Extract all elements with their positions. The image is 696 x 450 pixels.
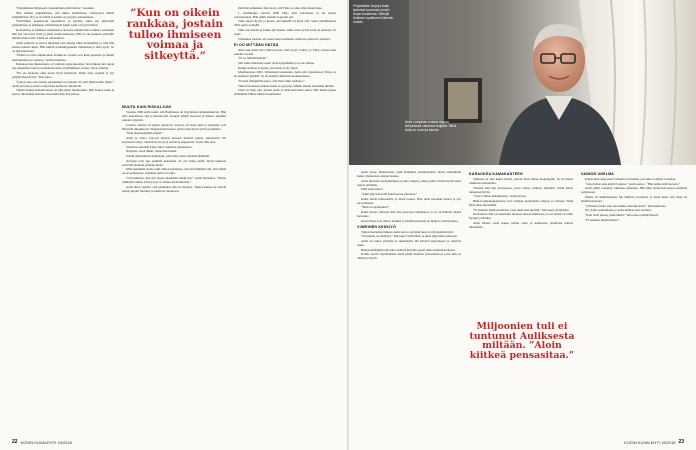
paragraph: Aina kun Aulis kävi Timon luona, hän kysyi vointia, ja Timo vastasi aina samalla tavalla.	[234, 47, 336, 56]
paragraph: Ystävälliset keskustelut tasoittuivat ja pilattua aikaa nyt käytetään pandemiasta ja päämajan edistymisestä Sekin Aulis on tyytyväinen.	[12, 19, 114, 28]
portrait-photo	[349, 0, 696, 165]
paragraph: “Kun vielä jaksaa, pitää lähteä,” hän sanoo päättäväisesti.	[585, 212, 659, 217]
paragraph: Aulis haluaa vielä kokea paljon uutta ja matkustaa tyttärensä kanssa ulkomaille.	[469, 221, 573, 230]
paragraph: “Aulis käy kävelyllä kaksi kertaa päivässä.”	[361, 192, 418, 197]
paragraph: “Mitä on tapahtunut?”	[361, 205, 390, 210]
page-number-right: 23	[678, 439, 684, 445]
paragraph: “Anja halusi aina käydä Lapissa,” Aulis kertoo. “Hän puhui siitä monesti.”	[585, 181, 681, 186]
paragraph: Timon kuoleman jälkeen Aulis kertoi, että hän tunsi syvää yksinäisyyttä.	[361, 229, 454, 234]
paragraph: “Ei oo mittään hättää.”	[238, 56, 268, 61]
paragraph: “Ei kannata miettiä liikaa.”	[585, 217, 620, 222]
paragraph: Niin kaikun ympärillinen, että näkee maailmassa voimavarat tämän kehittämässä. Nyt ei ole hätää ja kaikki on pysynyt aikataulussa.	[12, 10, 114, 19]
paragraph: 1. helmikuuta vuonna 2000 Timo kävi sairaalassa ja sai tiedon sairaudestaan. Hän päätti taistella loppuun asti.	[234, 10, 336, 19]
portrait-photo-illustration	[349, 0, 696, 165]
paragraph: Kolme vuotta myöhemmin Aulis päätti muuttaa palvelutaloon, jossa hän on viihtynyt hyvin.	[357, 252, 461, 261]
subhead-left-2: MUUTA KUIN RISKALJUNI	[122, 105, 172, 109]
paragraph: Kaksi tuntia kuntosalilla ja sitten lounas. Hän pitää itsestään huolta ja syö terveellisesti.	[357, 196, 461, 205]
paragraph: “Ihan maalaisjärjellä pärjää.”	[126, 131, 164, 136]
right-column-1	[357, 170, 461, 428]
paragraph: Yleensä hän käy karaokessa, jossa laulaa vanhoja iskelmiä. Siellä hänet tunnetaan hyvin.	[469, 185, 573, 194]
paragraph: Hänen lempikappaleensa ovat vanhoja suomalaisia tangoja ja valsseja. Niitä hän laulaa mielellään.	[469, 199, 573, 208]
paragraph: “En ole koskaan ollut kovin hyvä keittiössä, mutta olen oppinut ja nyt pärjään ihan hyvin,” hän sanoo.	[12, 70, 114, 79]
paragraph: Mitä enemmän Aulis pohti Timon kuolemaa, sitä selvemmäksi tuli, että elämä on arvaamatonta. Jokainen päivä on lahja.	[122, 167, 226, 176]
paragraph: Aulis sanoo muistavansa vielä elämänsä yksityiskohtia, myös tärkeimmät hetket yhteiselosta Anjan kanssa.	[357, 170, 461, 179]
paragraph: Vuonna 1996 Aulis kuuli, että Haalmassa oli myynnissä rintamamiestalo. Hän kävi katsomassa sitä ja ihastui heti. Kaupat tehtiin nopeasti ja muutto tapahtui samana syksynä.	[122, 110, 226, 123]
paragraph: “Ensimmäiset hiljaisesti. Kokoiminen pitää tahtoa.” Asaanko.	[16, 6, 95, 10]
paragraph: mitä hän kehuskeli, hän totesi, että Timo on aina ollut sitkeä mies.	[238, 6, 323, 10]
paragraph: “Pastori ilmapiirillä sanoi, että Timo lähti rauhassa.”	[238, 79, 305, 84]
paragraph: Aulis mielestä sopeutuminen on aina vaikeaa, mutta pitää yrittää löytää uusia asioita elämään.	[357, 178, 461, 187]
paragraph: Totuin muuttamaan mukanani, sanoi hän, mene takaisin lääkäriin.	[126, 154, 210, 159]
paragraph: Matka oli ikimuistoinen. He näkivät revontulet ja Aulis tunsi, että Anja oli heidän kanssaan.	[581, 195, 687, 204]
paragraph: Timo sai mennä ja kaikki jäi kesken. Aulis tunsi syvää surua ja menetys oli suuri.	[234, 28, 336, 37]
paragraph: Uusissa oloissa oli paljon opittavaa. Talossa oli suuri piha ja puutarha, jota hän hoiti innokkaasti. Naapureiden kanssa syntyi pian hyviä ystävyyssuhteita.	[122, 122, 226, 131]
pull-quote-right: Miljoonien tuli ei tuntunut Auliksesta miltään. ”Aloin kiitkeä pensasitaa.”	[469, 321, 575, 361]
left-column-2	[122, 103, 226, 425]
page-number-left: 22	[12, 439, 18, 445]
paragraph: Aulis päätti toteuttaa vaimonsa unelman. Hän lähti tyttärensä kanssa matkalle pohjoiseen.	[581, 186, 687, 195]
left-column-1	[12, 6, 114, 426]
paragraph: Timo jaksoi hyvin ja kertoi, että hänellä oli hyvä olla. Vasta tammikuussa 2001 kunto romahti.	[234, 19, 336, 28]
paragraph: “Sanon aina että toisten tapaaminen on tärkeää. Ei pidä jäädä kotiin yksin,” Aulis korostaa ja kertoo käyvänsä kerhossa viikoittain.	[12, 79, 114, 88]
paragraph: “Ei kannata jäädä suremaan, vaan pitää elää täysillä,” hän sanoo hymyillen.	[473, 207, 570, 212]
paragraph: Avoinna työn apu pelkkiin kokonaan. Se oli vaikea hetki, mutta kaikesta selvittiin yhdessä perheen tuella.	[122, 158, 226, 167]
paragraph: “Saan voimaa laulamisesta,” Aulis kertoo.	[473, 194, 527, 199]
paragraph: Kaksi kertaa viikossa hän käy kuorossa laulamassa ja se on hänelle tärkeä harrastus.	[357, 209, 461, 219]
paragraph: Hänen elämäänsä tuli uutta sisältöä kun hän tapasi uusia ihmisiä kerhossa.	[361, 247, 456, 252]
paragraph: “Oli hankalaa, kun piti oppia tekemään kaikki itse,” Aulis muistelee. “Mutta vähitellen siihen tottui ja nyt se tuntuu luonnolliselta.”	[122, 176, 226, 185]
subhead-right-2: KARAOKEA KAMAKANTEEN	[469, 172, 523, 176]
folio-left	[12, 439, 72, 445]
paragraph: Aulis sai tukea ystäviltä ja sukulaisilta. He kävivät katsomassa ja soittivat usein.	[357, 239, 461, 248]
left-page	[0, 0, 347, 450]
subhead-right-1: VIIMEINEN KESKIYÖ	[357, 224, 396, 229]
paragraph: Kuorolaiset ovat tulleet tutuiksi ja heidän kanssaan on mukava viettää aikaa.	[361, 218, 459, 223]
magazine-issue-right: KODIN KUVALEHTI 19/2018	[624, 439, 676, 445]
right-column-3	[581, 170, 687, 428]
paragraph: Sanoittaa aikoihin Timo alkoi vaikuttaa pääsuurelta.	[126, 144, 193, 149]
paragraph: Nyt Aulis suunnittelee jo uutta matkaa ensi talveksi.	[585, 208, 652, 213]
paragraph: Aulis palautui ja katsoi mielensä että uskoisi ehkä nuorimman ja elää hän kanssa kaunis aikaa. Hän kiittää sotakumppaneita toimistaan ja niitä ajoja. Se on järjestyksessä.	[12, 40, 114, 53]
paragraph: Timon kuoleman jälkeen Aulis ei pystynyt vähään aikaan tekemään mitään.	[238, 83, 335, 88]
right-page	[349, 0, 696, 450]
paragraph: Maaliskuussa 2001, viimeisenä lauantaina, Aulis kävi tapaamassa Timoa ja he puhuivat pitkään. Se oli heidän viimeinen keskustelunsa.	[234, 70, 336, 79]
paragraph: Kumpi kohtasi ja kertoi, että Aulis ei ole yksin.	[238, 65, 299, 70]
paragraph: Tämän kaiken keskellä Aulis on säilyttänyt huumorinsa. Hän nauraa usein ja kertoo mielellään tarinoita nuoruudestaan Karjalassa.	[12, 88, 114, 97]
paragraph: Vielä on siitä, että, jolloin Aulis ei enää kaivannut surua. Hän halusi jatkaa elämäänsä Timon muiston kunniaksi.	[234, 88, 336, 97]
paragraph: Karaokessa hän on tutustunut moneen uuteen ihmiseen, ja osa heistä on tullut hyviksi ystäviksi.	[469, 212, 573, 221]
paragraph: Mitä aulis tekee?	[361, 187, 383, 192]
paragraph: Ennen kuin Anja kuoli, hänellä oli unelma, jota hän ei ehtinyt toteuttaa.	[585, 177, 676, 182]
paragraph: “Eteenpäin on mentävä,” hän sanoi tyttärelleen ja alkoi järjestellä asioitaan.	[361, 234, 458, 239]
photo-caption-top: Perjantaisin Anja ja Aulis lauloivat kuorossa ennen Anjan kuolemaa. Siitä jäi Auliksen sydämeen lämmin muisto.	[353, 4, 394, 24]
paragraph: Viimeinen taistelu oli raskas koko perheelle, mutta he jaksoivat yhdessä.	[238, 36, 331, 41]
subhead-left-3: EI OO MITTÄÄN HÄTÄÄ	[234, 42, 279, 47]
paragraph: Kokoimista ja kaikkien maailmassa olevasta kohtelevista toimista osallistuu hän itse varovasti esiin ja pitää kodin kunnossa. Hän ei ole koskaan palvellut mitään mutta tutki. Tämä on toimenkuva.	[12, 28, 114, 41]
magazine-issue-left: KODIN KUVALEHTI 19/2018	[20, 439, 72, 445]
subhead-right-3: VAIMON UNELMA	[581, 172, 615, 176]
paragraph: Sitä Aulis muistelee usein vielä nykyäänkin ja se tuo lohtua.	[238, 61, 315, 66]
left-column-3	[234, 6, 336, 426]
right-column-2	[469, 170, 573, 320]
photo-caption-frame: Aulis Lampisen kotona riippuu kehyksissä valokuva Anjasta. Siinä Anja on nuori ja kaunis.	[405, 120, 456, 132]
paragraph: Ratkaisevana muutoksena oli vaimoni Anja kuolema. Sen jälkeen piti oppia itse tekemään ruoka ja hoitamaan kotia. Ensimmäiset vuodet olivat raskaita.	[12, 62, 114, 71]
paragraph: Aulis ja Olavi veli-oiti tekivät vuosien mittaan paljon yhteistyötä. He korjasivat taloja, rakensivat aitoja ja auttoivat naapureita. Työtä riitti aina.	[122, 136, 226, 145]
paragraph: Nöijaani, sanoi läkäri, mene hierontaan.	[126, 149, 177, 154]
folio-right	[624, 439, 684, 445]
paragraph: Viikossa on aina kaksi päivää, jolloin Aulis lähtee kaupungille. Se on hänen viikkonsa kohokohta.	[469, 177, 573, 186]
paragraph: Aulis alkoi ajatella, että paikkansa hän on löytänyt. Timon kanssa he tekivät retkiä ympäri Suomea ja nauttivat luonnosta.	[122, 184, 226, 193]
pull-quote-left: ”Kun on oikein rankkaa, jostain tulloo ihmiseen voimaa ja sitkeyttä.”	[126, 7, 224, 63]
paragraph: “Elämä on ollut aikamoinen. Kaikki ne vuodet ovat kuin paperisia ja niiden muistaminen on vaikeaa,” Aulis muistelee.	[12, 53, 114, 62]
paragraph: “Oli hieno hetki, kun seisoimme tunturin laella,” hän muistelee.	[585, 203, 667, 208]
